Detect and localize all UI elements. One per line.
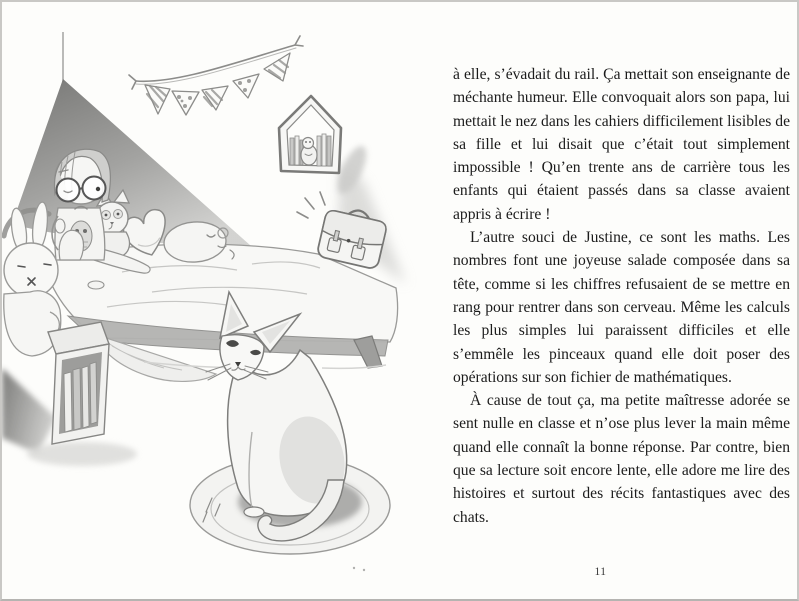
paragraph-3: À cause de tout ça, ma petite maîtresse adorée se sent nulle en classe et n’ose plus lever la main même quand elle connaît la bonne réponse. Par contre, bien que sa lecture soit encore lente, elle adore me lire des histoires et surtout des récits fantastiques avec des chats. <box>453 392 790 526</box>
bedroom-illustration <box>2 2 447 601</box>
bunting-garland <box>129 36 303 115</box>
page-number: 11 <box>594 566 607 578</box>
paragraph-1: à elle, s’évadait du rail. Ça mettait son enseignante de méchante humeur. Elle convoquait alors son papa, lui mettait le nez dans les cahiers difficilement lisibles de sa fille et lui disait que c’était tout simplement impossible ! Qu’en trente ans de carrière tous les enfants qui étaient passés dans sa classe avaient appris à écrire ! <box>453 66 790 223</box>
story-text <box>453 63 790 529</box>
emphasis-lines <box>297 192 325 218</box>
paragraph-2: L’autre souci de Justine, ce sont les maths. Les nombres font une joyeuse salade composée dans sa tête, comme si les chiffres refusaient de se mettre en rang pour rentrer dans son cerveau. Même les calculs les plus simples lui paraissent difficiles et elle s’emmêle les pinceaux quand elle doit poser des opérations sur son fichier de mathématiques. <box>453 229 790 386</box>
